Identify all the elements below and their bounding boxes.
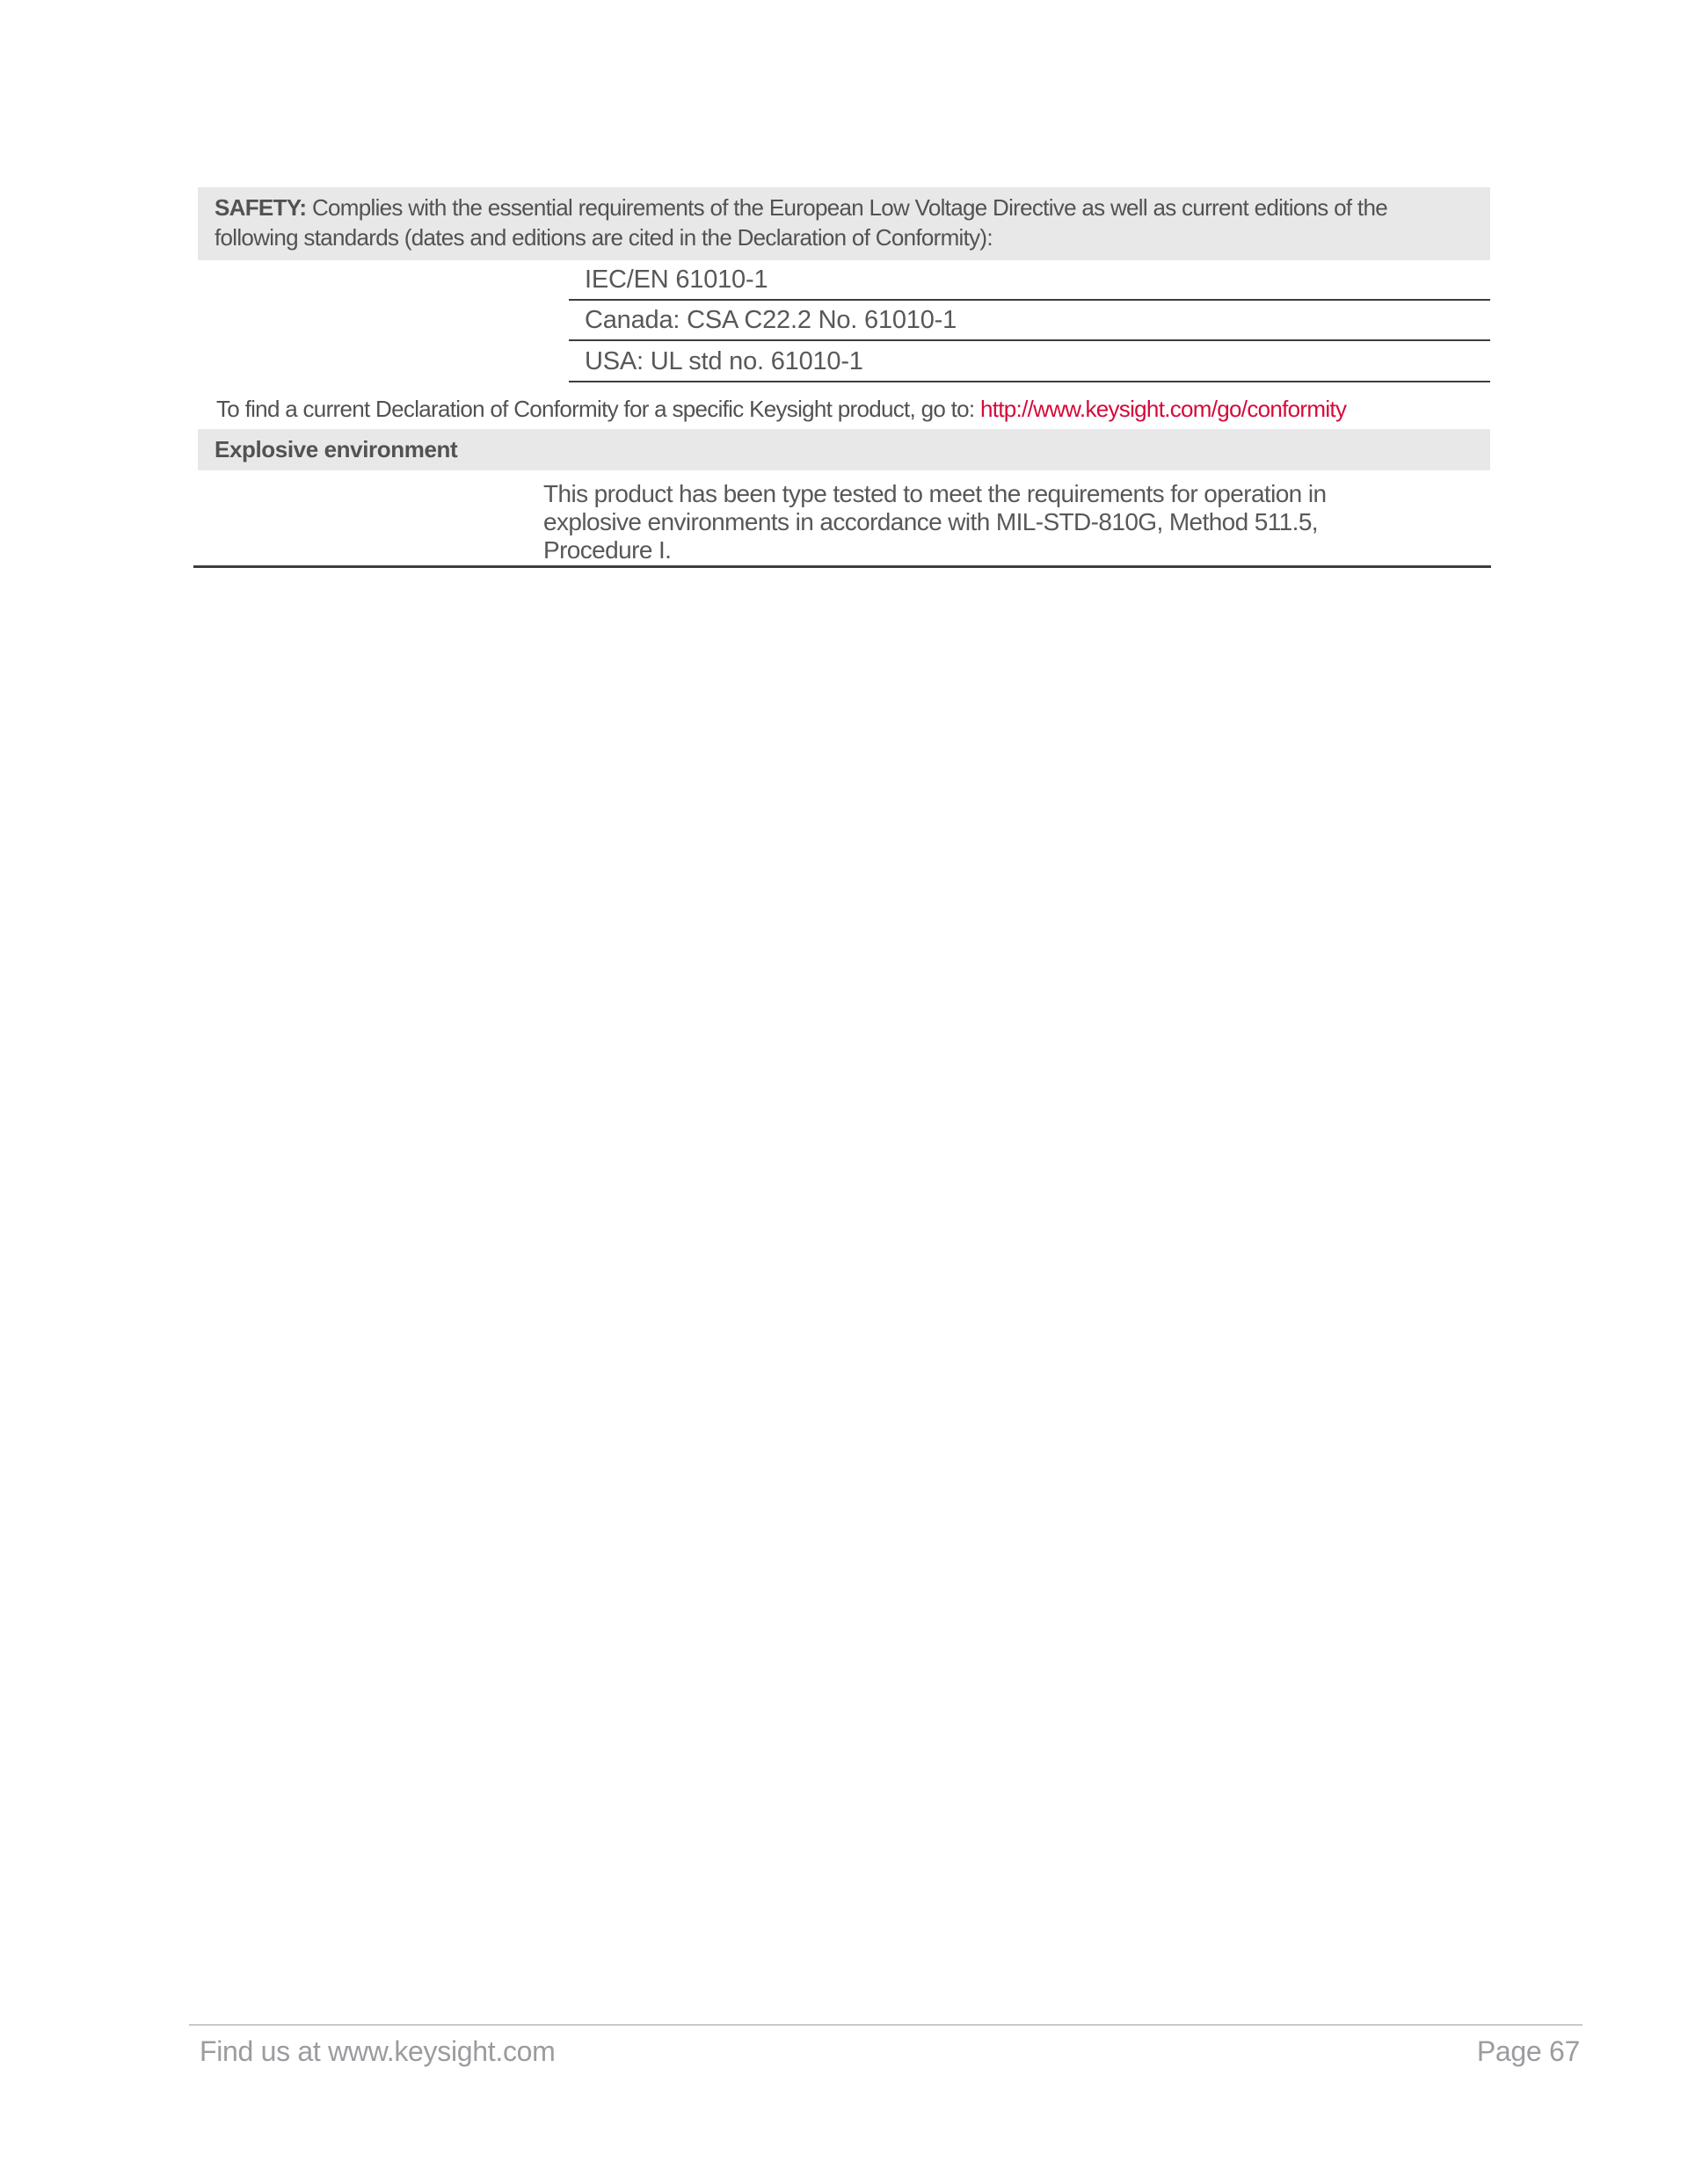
standard-row — [569, 341, 1490, 382]
standard-row — [569, 301, 1490, 341]
safety-header-line2: following standards (dates and editions are cited in the Declaration of Conformity): — [215, 224, 993, 251]
conformity-link[interactable]: http://www.keysight.com/go/conformity — [979, 396, 1347, 422]
standard-text: Canada: CSA C22.2 No. 61010-1 — [585, 306, 957, 334]
safety-header — [198, 187, 1490, 260]
explosive-section-title: Explosive environment — [215, 436, 458, 462]
footer-divider — [189, 2024, 1582, 2026]
explosive-line2: explosive environments in accordance with MIL-STD-810G, Method 511.5, — [543, 508, 1318, 535]
standards-list — [569, 260, 1490, 382]
explosive-description — [543, 480, 1326, 564]
table-bottom-divider — [193, 565, 1491, 568]
explosive-section-header — [198, 429, 1490, 470]
page-number: Page 67 — [1476, 2035, 1580, 2067]
standard-row — [569, 260, 1490, 301]
conformity-note — [216, 396, 1346, 422]
explosive-line1: This product has been type tested to meet the requirements for operation in — [543, 480, 1327, 507]
safety-header-line1: Complies with the essential requirements of the European Low Voltage Directive as well as current editions of the — [311, 194, 1387, 221]
standard-text: IEC/EN 61010-1 — [585, 266, 768, 294]
conformity-text: To find a current Declaration of Conformity for a specific Keysight product, go to: — [216, 396, 975, 422]
explosive-line3: Procedure I. — [543, 536, 672, 564]
footer-site-text: Find us at www.keysight.com — [200, 2035, 556, 2067]
safety-label: SAFETY: — [215, 194, 307, 221]
standard-text: USA: UL std no. 61010-1 — [585, 347, 863, 375]
